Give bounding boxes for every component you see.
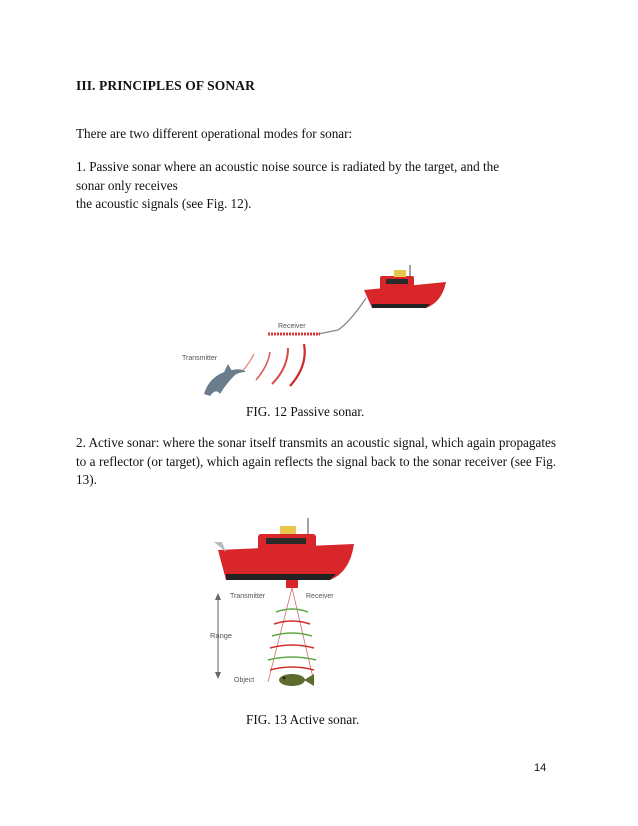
passive-sonar-paragraph [76, 158, 556, 214]
page-number: 14 [534, 762, 547, 774]
intro-paragraph: There are two different operational modes for sonar: [76, 126, 353, 141]
boat-icon [214, 518, 354, 588]
section-heading: III. PRINCIPLES OF SONAR [76, 78, 255, 93]
passive-sonar-illustration [180, 262, 460, 402]
figure-12-passive-sonar [180, 262, 460, 402]
passive-line-2: sonar only receives [76, 177, 178, 193]
boat-icon [364, 265, 446, 308]
dolphin-icon [204, 364, 246, 396]
figure-13-active-sonar [196, 516, 366, 696]
receiver-label: Receiver [278, 323, 306, 330]
tow-cable [318, 298, 366, 334]
figure-13-caption: FIG. 13 Active sonar. [246, 712, 360, 727]
passive-line-3: the acoustic signals (see Fig. 12). [76, 196, 252, 211]
active-sonar-illustration [196, 516, 366, 696]
object-label: Object [234, 677, 255, 684]
sound-waves [242, 344, 305, 386]
transmitter-label: Transmitter [182, 355, 218, 362]
active-sonar-paragraph: 2. Active sonar: where the sonar itself transmits an acoustic signal, which again propagates to a reflector (or target), which again reflects the signal back to the sonar receiver (see Fig. 13). [76, 435, 556, 487]
fish-icon [279, 674, 314, 686]
passive-line-1: 1. Passive sonar where an acoustic noise source is radiated by the target, and the [76, 159, 500, 174]
receiver-label: Receiver [306, 593, 334, 600]
figure-12-caption: FIG. 12 Passive sonar. [246, 404, 365, 419]
range-label: Range [210, 631, 233, 640]
transmitter-label: Transmitter [230, 593, 266, 600]
